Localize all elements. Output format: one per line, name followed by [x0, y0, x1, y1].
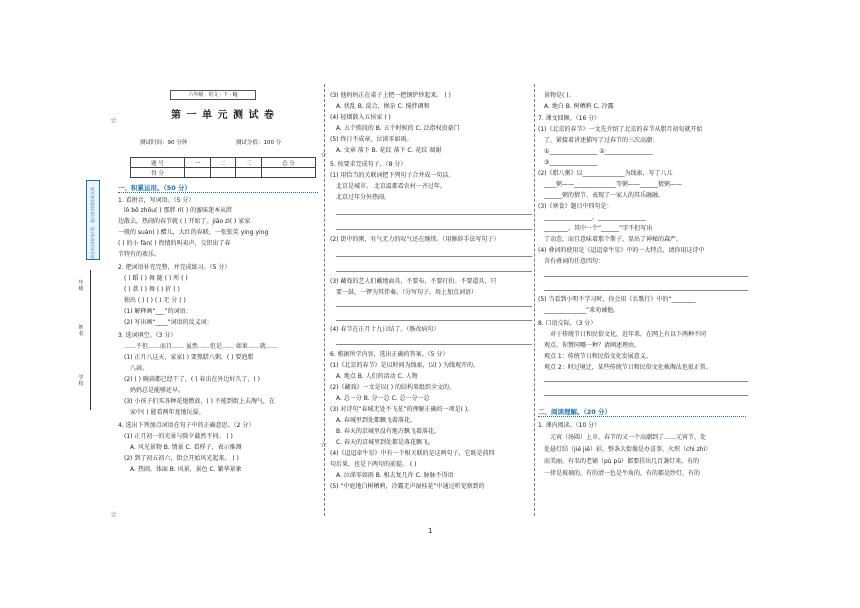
- column-star-1: ☆: [320, 150, 328, 159]
- question-line: 节特有的欢乐。: [118, 251, 161, 258]
- question-options: A. 五个胜段的 B. 五个时候的 C. 泛指权贵豪门: [336, 125, 460, 132]
- score-table-header: [131, 158, 316, 168]
- question-line: 要一鼓，一锣为其伴奏。（分写句子，用上加点词语）: [336, 289, 478, 296]
- question-line: (2) 街中的粥，有气无力的叹气还在继续。（用修辞手法写句子）: [330, 236, 500, 243]
- page-title: 第 一 单 元 测 试 卷: [171, 110, 275, 121]
- score-table-cell: 二: [210, 158, 236, 168]
- question-line: (2) 到了初五初六，街会开始风光起来。 ( ): [124, 455, 239, 462]
- question-line: ______________”来劝诫他。: [544, 307, 620, 314]
- score-table-cell: 题 号: [131, 158, 185, 168]
- question-options: A. 文章 落下 B. 花纹 落下 C. 花纹 凋谢: [336, 147, 442, 154]
- question-line: (4) 轻烟散入五侯家 ( ): [330, 114, 391, 121]
- question-line: (1) 用恰当的关联词把下列句子合并成一句话。: [330, 172, 455, 179]
- reading-line: 一律是玻璃的，有的清一色是牛角的，有的都是纱灯，有的: [544, 470, 701, 477]
- question-line: (5) “中庭地白树栖鸦，冷露无声湿桂花”中通过听觉察到的: [330, 483, 485, 490]
- binding-label-name: 姓名: [78, 325, 84, 337]
- column-middle: [330, 84, 533, 516]
- sealing-notice-text: 请在密封线内作答，超出密封线答案无效: [90, 187, 95, 259]
- question-line: 妈妈总是能够还早。: [130, 387, 185, 394]
- reading-line: 而美丽。有名的老铺（pù pū）都要挂出几百盏灯来，有的: [544, 458, 700, 465]
- score-input-cell[interactable]: [236, 168, 262, 178]
- column-star-2: ☆: [320, 440, 328, 449]
- grade-tag: 六年级 · 语文 · 下 · RJ: [170, 90, 256, 100]
- question-line: 观点 1：传统节日和民俗文化发展意义。: [544, 353, 652, 360]
- score-table-cell: 一: [185, 158, 211, 168]
- question-options: A. 风光景物 B. 情景 C. 看样子，表示推测: [130, 444, 242, 451]
- page-number: 1: [428, 527, 433, 535]
- question-options: B. 春天的京城里没有地方飘飞着落花。: [336, 428, 440, 435]
- question-title: 3. 选词填空。（3 分）: [118, 332, 177, 339]
- test-time: 测试时间：90 分钟: [140, 140, 188, 146]
- column-right: [538, 84, 750, 516]
- binding-label-school: 学校: [78, 375, 84, 387]
- question-line: 观点 2：时过境迁，某些传统节日和民俗文化被淘汰也很正常。: [544, 364, 712, 371]
- question-line: (3) 他妈妈正在桌子上把一把钢铲炒起来。 ( ): [330, 92, 451, 99]
- question-line: 了动态，而且意味着那个斯子，显出了神秘的森严。: [544, 236, 683, 243]
- question-line: (1)《北京的春节》一文先介绍了北京的春节从腊月初旬就开始: [538, 126, 703, 133]
- question-line: ③________________: [544, 159, 598, 166]
- question-options: A. 地白 B. 树栖鸦 C. 冷露: [544, 103, 614, 110]
- score-input-cell[interactable]: [185, 168, 211, 178]
- question-line: (3) 对诗句“春城无处不飞花”的理解正确的一项是( )。: [330, 406, 474, 413]
- question-options: A. 总一分 B. 分一总 C. 总一分一总: [336, 395, 430, 402]
- question-line: (1) 正月初一的光景与除夕截然不同。 ( ): [124, 433, 233, 440]
- question-line: (1)《北京的春节》是以时间为线索，以( ) 为线观开的。: [330, 362, 479, 369]
- question-line: (2)《腊八粥》以______________为线索，写了八儿: [538, 170, 673, 177]
- question-options: A. 地点 B. 人们的活动 C. 人物: [336, 373, 418, 380]
- score-table-cell: 三: [236, 158, 262, 168]
- question-line: 观点。你赞同哪一种？请阐述理由。: [544, 342, 641, 349]
- question-title: 2. 把词语补充完整，并完成练习。（5 分）: [118, 264, 231, 271]
- question-line: 北京过年分外热闹。: [336, 194, 391, 201]
- question-title: 6. 根据所学内容，选出正确的答案。（5 分）: [330, 351, 449, 358]
- answer-line[interactable]: [336, 214, 532, 215]
- question-options: ……不但……而且…… 虽然……但是…… 如果……就……: [124, 343, 278, 350]
- column-left: [118, 84, 321, 516]
- answer-line[interactable]: [544, 276, 748, 277]
- question-options: A. 热闹，体面 B. 风景，景色 C. 繁华景象: [130, 466, 242, 473]
- question-line: 独出 ( ) ( ) ( ) 无 分 ( ): [124, 297, 186, 304]
- score-table-row: [131, 168, 316, 178]
- binding-star-bottom: ☆: [110, 510, 118, 519]
- reading-line: 元宵（汤圆）上市，春节的又一个高潮到了……元宵节，处: [550, 434, 707, 441]
- question-line: (2) ( ) 碗蒜都已经干了，( ) 春虫在外边好久了，( ): [124, 376, 260, 383]
- question-line: 八蒜。: [130, 365, 149, 372]
- question-line: 含有叠词的任意四句：: [544, 258, 605, 265]
- answer-line[interactable]: [544, 290, 748, 291]
- question-line: (3)《寒食》题目中四句是：: [538, 203, 613, 210]
- question-title: 1. 看拼音，写词语。（5 分）: [118, 197, 195, 204]
- question-line: ________________，________________: [544, 214, 647, 221]
- question-options: C. 春天的京城里到处都是落花飘飞。: [336, 439, 435, 446]
- answer-line[interactable]: [544, 395, 748, 396]
- question-line: 景物是( )。: [544, 92, 575, 99]
- score-table: [130, 157, 316, 178]
- question-line: 边散去，热闹的春节就 ( ) 开始了。jiāo zì( ) 家家: [118, 218, 251, 225]
- score-input-cell[interactable]: [261, 168, 315, 178]
- answer-line[interactable]: [336, 256, 532, 257]
- question-line: (4) 春节在正月十九日结了。（修改病句）: [330, 326, 440, 333]
- question-line: 句后果，也是下两句的前提。 ( ): [330, 461, 417, 468]
- question-line: (5) 终日不成章，泣涕零如雨。: [330, 136, 413, 143]
- binding-line: [90, 270, 91, 410]
- column-divider-2: [534, 84, 535, 516]
- question-line: ( ) 的小 fàn( ) 热情的叫卖声，交织出了春: [118, 240, 231, 247]
- question-line: (3) 小孩子们买各种花炮燃放，( ) 不能到街上去淘气，在: [124, 398, 275, 405]
- question-line: ____粥——______________等粥——______猜粥——: [544, 181, 683, 188]
- binding-star-top: ☆: [110, 116, 118, 125]
- score-table-cell: 总 分: [261, 158, 315, 168]
- section-heading-2: 二、阅读理解。（20 分）: [538, 408, 746, 417]
- answer-line[interactable]: [336, 229, 532, 230]
- binding-strip: [64, 150, 114, 410]
- question-line: 一般的 suàn( ) 醋儿，大红的春联、一张张笑 ying ying: [118, 229, 269, 236]
- answer-line[interactable]: [336, 271, 532, 272]
- question-line: (3) 藏戏的艺人们戴地面具，不要布，不要打扮。不要道具，只: [330, 278, 497, 285]
- question-line: (2) 写出画“____”词语的反义词：: [124, 319, 213, 326]
- answer-line[interactable]: [544, 381, 748, 382]
- question-line: ________。其中一个“______”字不但写出: [544, 225, 653, 232]
- question-line: 对于传统节日和民俗文化，近年来，在网上有以下两种不同: [550, 331, 707, 338]
- test-score: 测试分值：100 分: [236, 140, 282, 146]
- question-title: 5. 按要求完成句子。（8 分）: [330, 161, 407, 168]
- question-line: (5) 当看到小明不学习时，你会用《长歌行》中的“________: [538, 296, 696, 303]
- question-title: 4. 选出下列加点词语在句子中的正确意思。（2 分）: [118, 422, 255, 429]
- question-line: (4)《迢迢牵牛星》中有一个相关联的是这两句子，它既是前四: [330, 450, 495, 457]
- exam-sheet: [118, 84, 750, 524]
- question-line: (2)《藏戏》一文是以( ) 的结构来组织全文的。: [330, 384, 455, 391]
- question-line: (1) 解释画“___”的词语：: [124, 308, 192, 315]
- column-divider-1: [324, 84, 325, 516]
- question-line: (1) 正月八这天，家家( ) 要熬腊八粥，( ) 要泡腊: [124, 354, 254, 361]
- question-line: ______粥的情节，表现了一家人的其乐融融。: [544, 192, 665, 199]
- question-options: A. 扰乱 B. 混合，掺杂 C. 搅拌调和: [336, 103, 430, 110]
- question-title: 8. 口语交际。（3 分）: [538, 320, 597, 327]
- question-line: ( ) 蹈 ( ) 舞 随 ( ) 所 ( ): [124, 275, 188, 282]
- score-input-cell[interactable]: [210, 168, 236, 178]
- question-title: 1. 课内阅读。（10 分）: [538, 422, 601, 429]
- question-line: ①________________ ②________________: [544, 148, 653, 155]
- question-line: 家中( ) 能看两年龙地玩耍。: [130, 409, 205, 416]
- answer-line[interactable]: [336, 344, 532, 345]
- sealing-notice-box: [86, 180, 100, 260]
- question-options: A. 泣涕零如雨 B. 相去复几许 C. 脉脉不得语: [336, 472, 454, 479]
- question-title: 7. 课文回顾。（16 分）: [538, 115, 601, 122]
- section-heading-1: 一、积累运用。（50 分）: [118, 184, 318, 193]
- question-line: lǒ bō zhōu( ) 那胖 rì( ) 的蜜味迷本从胖: [124, 207, 233, 214]
- binding-label-grade: 年级: [78, 280, 84, 292]
- question-line: ( ) 款 ( ) 舞 ( ) 折 ( ): [124, 286, 180, 293]
- question-line: 北京是城市。 北京温都看农村一齐过年。: [336, 183, 446, 190]
- answer-line[interactable]: [336, 320, 532, 321]
- question-line: 了，紧接着讲述描写了过春节的三次高潮：: [544, 137, 659, 144]
- score-row-label: 得 分: [131, 168, 185, 178]
- question-line: (4) 叠词的使用是《迢迢牵牛星》中的一大特点，请你用这诗中: [538, 247, 705, 254]
- reading-line: 处悬灯结（jié jiē）彩，整条大街像是办喜事，火炽（chì zhì）: [544, 446, 712, 453]
- answer-line[interactable]: [336, 306, 532, 307]
- question-options: A. 春城里到处都飘飞着落花。: [336, 417, 416, 424]
